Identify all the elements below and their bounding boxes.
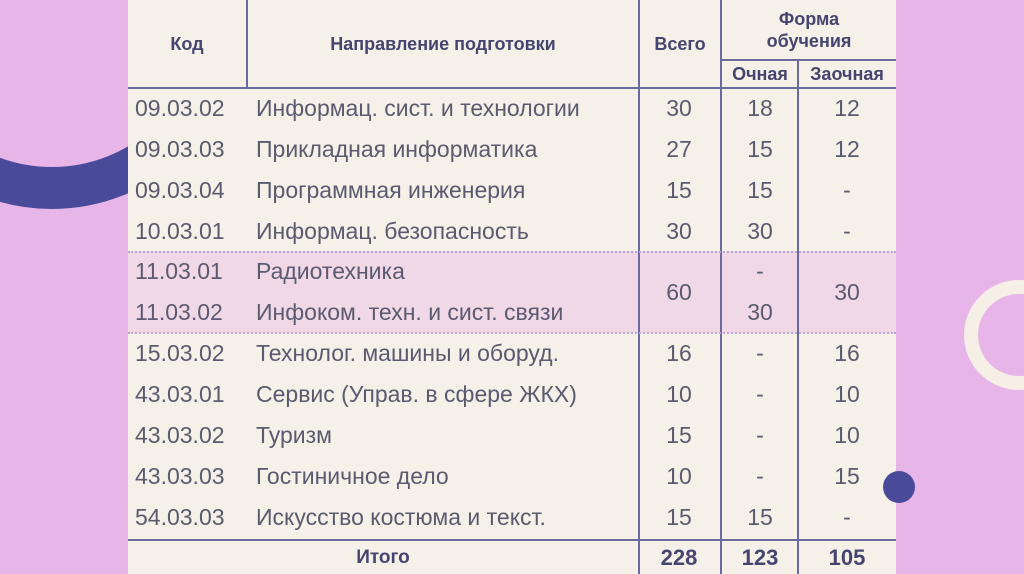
row-name: Информац. безопасность xyxy=(256,218,529,244)
row-code: 09.03.03 xyxy=(135,136,225,162)
header-direction: Направление подготовки xyxy=(330,33,556,54)
row-fulltime: 30 xyxy=(747,299,773,325)
row-total: 10 xyxy=(666,463,692,489)
header-parttime: Заочная xyxy=(810,63,884,84)
row-code: 43.03.02 xyxy=(135,422,225,448)
row-parttime: 15 xyxy=(834,463,860,489)
row-fulltime: - xyxy=(756,463,764,489)
row-code: 11.03.01 xyxy=(135,258,223,284)
row-total: 16 xyxy=(666,340,692,366)
divider xyxy=(722,59,896,61)
row-fulltime: - xyxy=(756,340,764,366)
footer-fulltime: 123 xyxy=(741,544,779,570)
row-name: Инфоком. техн. и сист. связи xyxy=(256,299,564,325)
divider xyxy=(128,87,896,89)
row-fulltime: - xyxy=(756,258,764,284)
row-parttime: - xyxy=(843,177,851,203)
decorative-ring xyxy=(964,280,1024,390)
row-name: Гостиничное дело xyxy=(256,463,449,489)
row-code: 43.03.01 xyxy=(135,381,225,407)
divider xyxy=(128,251,896,253)
row-parttime: - xyxy=(843,504,851,530)
row-name: Прикладная информатика xyxy=(256,136,538,162)
row-fulltime: 18 xyxy=(747,95,773,121)
row-total: 30 xyxy=(666,218,692,244)
row-name: Технолог. машины и оборуд. xyxy=(256,340,559,366)
row-fulltime: 15 xyxy=(747,504,773,530)
footer-label: Итого xyxy=(356,546,410,568)
header-study-form: Форма обучения xyxy=(766,9,852,51)
row-code: 10.03.01 xyxy=(135,218,225,244)
header-code: Код xyxy=(170,33,204,54)
row-code: 09.03.04 xyxy=(135,177,225,203)
decorative-dot xyxy=(883,471,915,503)
row-parttime: 12 xyxy=(834,136,860,162)
row-total: 27 xyxy=(666,136,692,162)
programs-table xyxy=(128,0,896,574)
row-name: Искусство костюма и текст. xyxy=(256,504,546,530)
row-parttime: 10 xyxy=(834,422,860,448)
row-name: Сервис (Управ. в сфере ЖКХ) xyxy=(256,381,577,407)
row-total: 15 xyxy=(666,422,692,448)
row-fulltime: - xyxy=(756,381,764,407)
row-code: 11.03.02 xyxy=(135,299,223,325)
row-code: 09.03.02 xyxy=(135,95,225,121)
header-fulltime: Очная xyxy=(732,63,788,84)
divider xyxy=(128,332,896,334)
merged-parttime: 30 xyxy=(834,278,860,305)
row-fulltime: 15 xyxy=(747,177,773,203)
header-total: Всего xyxy=(654,33,706,54)
footer-parttime: 105 xyxy=(828,544,866,570)
row-code: 54.03.03 xyxy=(135,504,225,530)
row-fulltime: 30 xyxy=(747,218,773,244)
row-total: 15 xyxy=(666,504,692,530)
row-parttime: 16 xyxy=(834,340,860,366)
row-name: Программная инженерия xyxy=(256,177,526,203)
row-parttime: 10 xyxy=(834,381,860,407)
row-name: Информац. сист. и технологии xyxy=(256,95,580,121)
row-code: 15.03.02 xyxy=(135,340,225,366)
row-parttime: - xyxy=(843,218,851,244)
row-total: 10 xyxy=(666,381,692,407)
divider xyxy=(797,60,799,574)
row-fulltime: - xyxy=(756,422,764,448)
divider xyxy=(246,0,248,88)
merged-total: 60 xyxy=(666,278,692,305)
row-total: 15 xyxy=(666,177,692,203)
row-parttime: 12 xyxy=(834,95,860,121)
row-name: Радиотехника xyxy=(256,258,405,284)
row-code: 43.03.03 xyxy=(135,463,225,489)
row-fulltime: 15 xyxy=(747,136,773,162)
row-total: 30 xyxy=(666,95,692,121)
footer-total: 228 xyxy=(660,544,698,570)
row-name: Туризм xyxy=(256,422,332,448)
divider xyxy=(128,539,896,541)
